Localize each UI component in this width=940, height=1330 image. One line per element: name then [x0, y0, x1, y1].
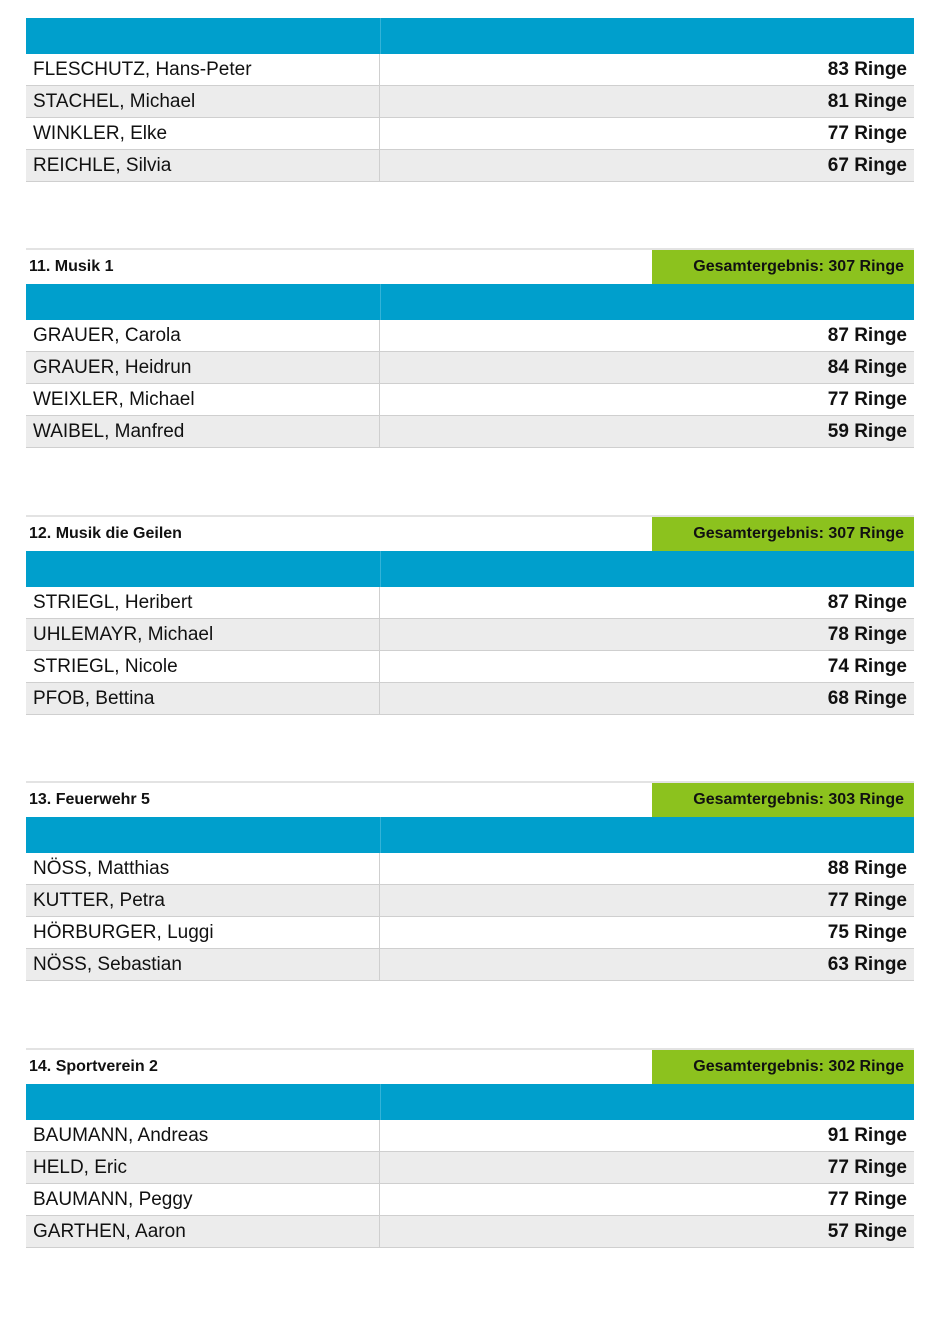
member-score: 77 Ringe: [827, 388, 907, 410]
member-score: 91 Ringe: [827, 1124, 907, 1146]
column-header-left: [26, 284, 381, 320]
member-score: 78 Ringe: [827, 623, 907, 645]
team-total-badge: Gesamtergebnis: 307 Ringe: [652, 517, 914, 551]
team-total-badge: Gesamtergebnis: 303 Ringe: [652, 783, 914, 817]
column-header-left: [26, 551, 381, 587]
member-name: NÖSS, Sebastian: [26, 949, 380, 980]
member-score: 75 Ringe: [827, 921, 907, 943]
member-row: [26, 320, 914, 352]
member-score: 77 Ringe: [827, 889, 907, 911]
member-row: [26, 118, 914, 150]
column-header-bar: [26, 284, 914, 320]
member-score: 77 Ringe: [827, 1156, 907, 1178]
member-score: 84 Ringe: [827, 356, 907, 378]
member-name: FLESCHUTZ, Hans-Peter: [26, 54, 380, 85]
team-block: [26, 1048, 914, 1248]
column-header-bar: [26, 817, 914, 853]
member-row: [26, 1184, 914, 1216]
member-row: [26, 651, 914, 683]
member-name: GRAUER, Heidrun: [26, 352, 380, 383]
team-header: [26, 781, 914, 817]
member-name: GRAUER, Carola: [26, 320, 380, 351]
member-name: BAUMANN, Peggy: [26, 1184, 380, 1215]
team-header: [26, 248, 914, 284]
member-row: [26, 384, 914, 416]
member-name: BAUMANN, Andreas: [26, 1120, 380, 1151]
column-header-bar: [26, 1084, 914, 1120]
member-row: [26, 1152, 914, 1184]
member-score: 83 Ringe: [827, 58, 907, 80]
column-header-right: [381, 817, 914, 853]
member-score: 74 Ringe: [827, 655, 907, 677]
column-header-left: [26, 18, 381, 54]
column-header-right: [381, 18, 914, 54]
team-block: [26, 248, 914, 448]
team-header: [26, 515, 914, 551]
member-score: 87 Ringe: [827, 591, 907, 613]
member-row: [26, 619, 914, 651]
member-score: 77 Ringe: [827, 1188, 907, 1210]
team-block: [26, 515, 914, 715]
member-score: 57 Ringe: [827, 1220, 907, 1242]
member-score: 87 Ringe: [827, 324, 907, 346]
member-score: 63 Ringe: [827, 953, 907, 975]
member-row: [26, 86, 914, 118]
column-header-left: [26, 817, 381, 853]
member-name: WEIXLER, Michael: [26, 384, 380, 415]
team-total-badge: Gesamtergebnis: 307 Ringe: [652, 250, 914, 284]
member-name: STRIEGL, Heribert: [26, 587, 380, 618]
member-name: PFOB, Bettina: [26, 683, 380, 714]
team-name: 13. Feuerwehr 5: [29, 791, 150, 808]
team-block: [26, 781, 914, 981]
member-score: 59 Ringe: [827, 420, 907, 442]
member-score: 67 Ringe: [827, 154, 907, 176]
member-score: 88 Ringe: [827, 857, 907, 879]
member-row: [26, 683, 914, 715]
member-row: [26, 1120, 914, 1152]
column-header-bar: [26, 551, 914, 587]
team-name: 14. Sportverein 2: [29, 1058, 158, 1075]
member-name: HELD, Eric: [26, 1152, 380, 1183]
member-name: WINKLER, Elke: [26, 118, 380, 149]
member-row: [26, 352, 914, 384]
member-row: [26, 917, 914, 949]
member-name: STACHEL, Michael: [26, 86, 380, 117]
member-name: UHLEMAYR, Michael: [26, 619, 380, 650]
member-name: NÖSS, Matthias: [26, 853, 380, 884]
member-row: [26, 885, 914, 917]
column-header-right: [381, 551, 914, 587]
member-row: [26, 949, 914, 981]
member-name: REICHLE, Silvia: [26, 150, 380, 181]
column-header-right: [381, 284, 914, 320]
member-row: [26, 853, 914, 885]
member-row: [26, 150, 914, 182]
member-name: KUTTER, Petra: [26, 885, 380, 916]
member-score: 68 Ringe: [827, 687, 907, 709]
column-header-bar: [26, 18, 914, 54]
column-header-left: [26, 1084, 381, 1120]
member-row: [26, 1216, 914, 1248]
member-row: [26, 587, 914, 619]
member-name: HÖRBURGER, Luggi: [26, 917, 380, 948]
member-row: [26, 54, 914, 86]
team-name: 11. Musik 1: [29, 258, 114, 275]
member-name: STRIEGL, Nicole: [26, 651, 380, 682]
member-score: 81 Ringe: [827, 90, 907, 112]
team-block: [26, 18, 914, 182]
member-score: 77 Ringe: [827, 122, 907, 144]
team-name: 12. Musik die Geilen: [29, 525, 182, 542]
member-name: GARTHEN, Aaron: [26, 1216, 380, 1247]
member-name: WAIBEL, Manfred: [26, 416, 380, 447]
team-header: [26, 1048, 914, 1084]
column-header-right: [381, 1084, 914, 1120]
member-row: [26, 416, 914, 448]
team-total-badge: Gesamtergebnis: 302 Ringe: [652, 1050, 914, 1084]
